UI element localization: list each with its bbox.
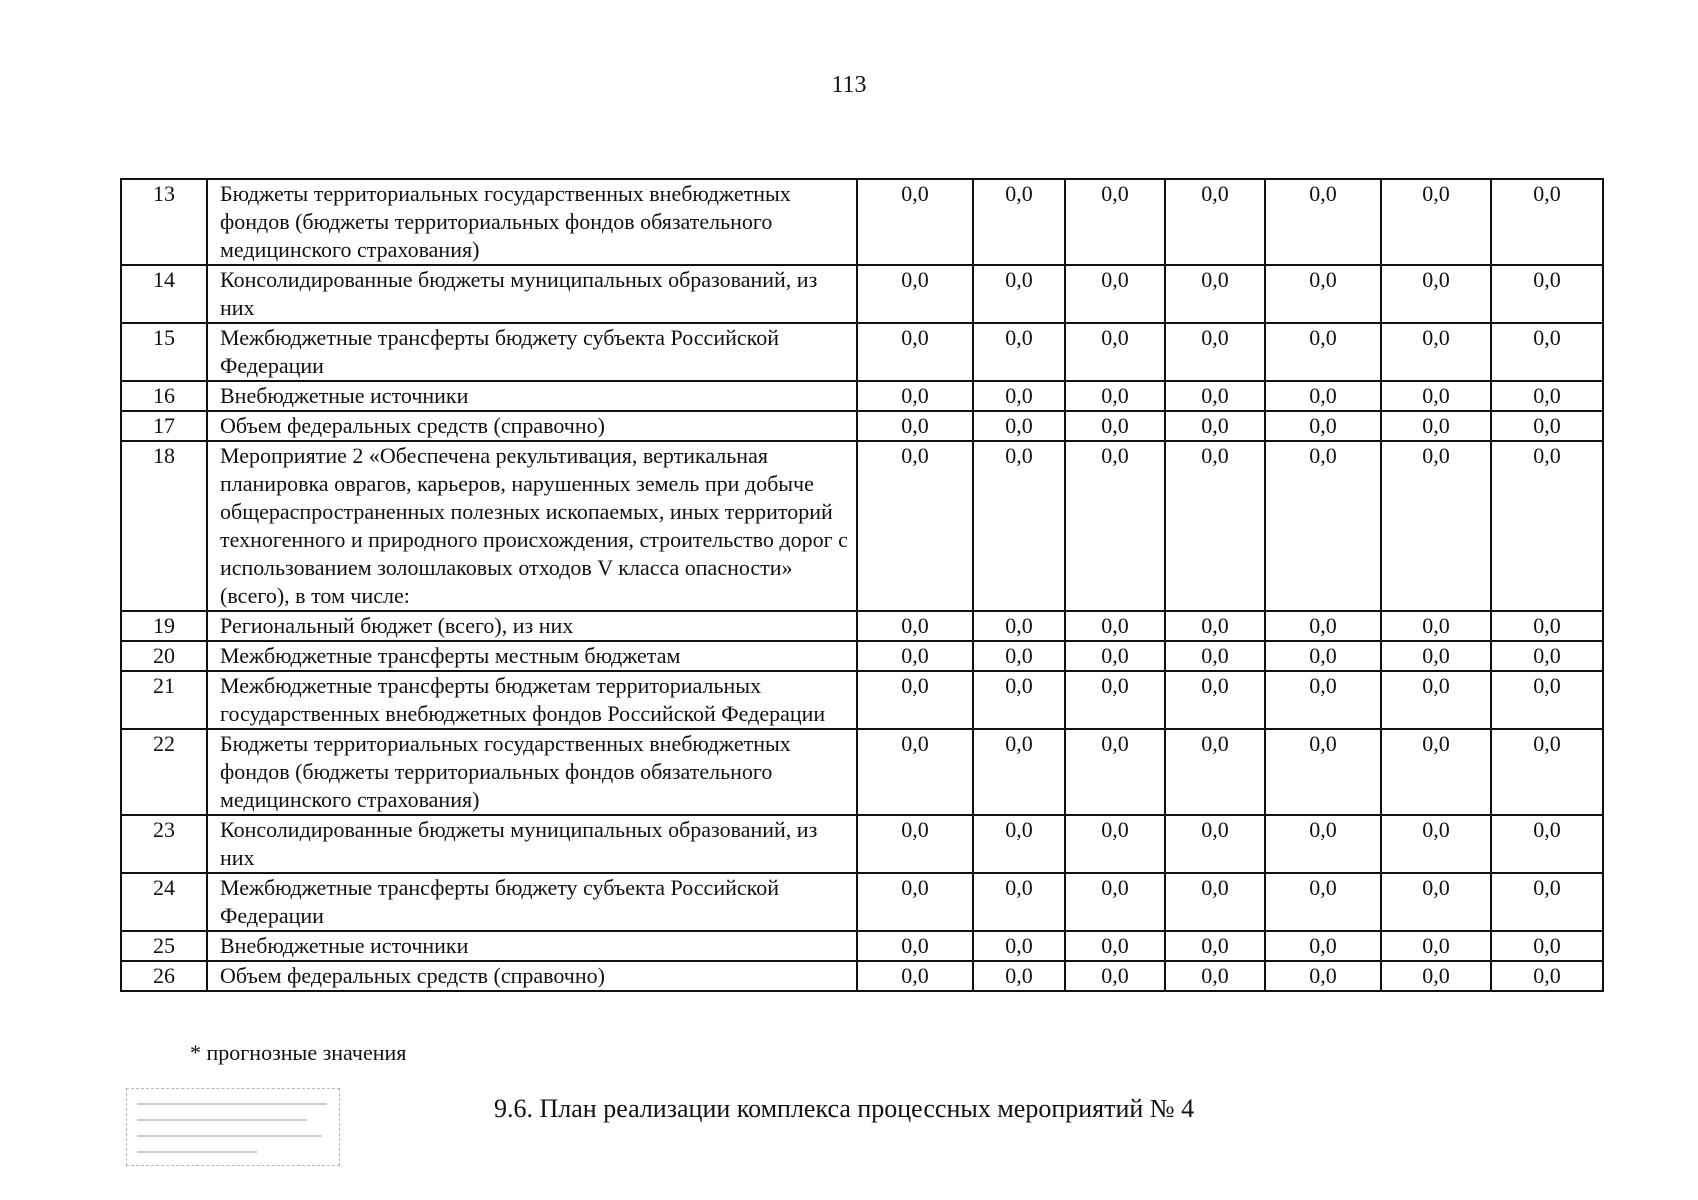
row-number: 16 xyxy=(121,381,207,411)
row-value: 0,0 xyxy=(1381,411,1491,441)
row-value: 0,0 xyxy=(1065,179,1165,265)
row-value: 0,0 xyxy=(857,323,973,381)
row-value: 0,0 xyxy=(1381,961,1491,991)
row-value: 0,0 xyxy=(1381,641,1491,671)
row-value: 0,0 xyxy=(1265,411,1381,441)
table-row xyxy=(121,931,1603,961)
row-value: 0,0 xyxy=(973,323,1065,381)
row-name: Региональный бюджет (всего), из них xyxy=(207,611,857,641)
row-value: 0,0 xyxy=(1491,873,1603,931)
table-row xyxy=(121,641,1603,671)
row-value: 0,0 xyxy=(973,931,1065,961)
row-value: 0,0 xyxy=(1265,671,1381,729)
row-name: Межбюджетные трансферты бюджету субъекта Российской Федерации xyxy=(207,873,857,931)
row-value: 0,0 xyxy=(1491,265,1603,323)
table-row xyxy=(121,179,1603,265)
row-value: 0,0 xyxy=(1065,411,1165,441)
row-name: Мероприятие 2 «Обеспечена рекультивация, вертикальная планировка оврагов, карьеров, нарушенных земель при добыче общераспространенных полезных ископаемых, иных территорий техногенного и природного происхождения, строительство дорог с использованием золошлаковых отходов V класса опасности» (всего), в том числе: xyxy=(207,441,857,611)
row-value: 0,0 xyxy=(1065,961,1165,991)
table-row xyxy=(121,323,1603,381)
row-value: 0,0 xyxy=(857,611,973,641)
row-value: 0,0 xyxy=(1265,961,1381,991)
row-name: Бюджеты территориальных государственных внебюджетных фондов (бюджеты территориальных фондов обязательного медицинского страхования) xyxy=(207,179,857,265)
row-value: 0,0 xyxy=(1491,815,1603,873)
row-value: 0,0 xyxy=(857,179,973,265)
row-number: 17 xyxy=(121,411,207,441)
row-name: Внебюджетные источники xyxy=(207,381,857,411)
row-number: 21 xyxy=(121,671,207,729)
row-value: 0,0 xyxy=(1381,179,1491,265)
row-value: 0,0 xyxy=(1381,323,1491,381)
row-value: 0,0 xyxy=(973,815,1065,873)
row-value: 0,0 xyxy=(1165,873,1265,931)
row-value: 0,0 xyxy=(973,441,1065,611)
row-value: 0,0 xyxy=(1065,323,1165,381)
row-value: 0,0 xyxy=(1065,671,1165,729)
row-value: 0,0 xyxy=(1265,873,1381,931)
row-name: Консолидированные бюджеты муниципальных образований, из них xyxy=(207,815,857,873)
row-value: 0,0 xyxy=(1491,179,1603,265)
row-value: 0,0 xyxy=(1265,323,1381,381)
row-value: 0,0 xyxy=(857,265,973,323)
row-value: 0,0 xyxy=(1381,381,1491,411)
row-name: Внебюджетные источники xyxy=(207,931,857,961)
row-value: 0,0 xyxy=(973,179,1065,265)
row-value: 0,0 xyxy=(857,961,973,991)
row-number: 26 xyxy=(121,961,207,991)
row-value: 0,0 xyxy=(973,381,1065,411)
row-value: 0,0 xyxy=(1265,179,1381,265)
row-value: 0,0 xyxy=(1065,729,1165,815)
row-value: 0,0 xyxy=(1065,265,1165,323)
row-value: 0,0 xyxy=(1491,411,1603,441)
row-value: 0,0 xyxy=(973,411,1065,441)
row-value: 0,0 xyxy=(1381,931,1491,961)
row-value: 0,0 xyxy=(1165,323,1265,381)
row-value: 0,0 xyxy=(1165,931,1265,961)
stamp-image xyxy=(126,1088,340,1166)
row-value: 0,0 xyxy=(857,671,973,729)
row-value: 0,0 xyxy=(1491,729,1603,815)
row-value: 0,0 xyxy=(1065,641,1165,671)
table-row xyxy=(121,729,1603,815)
row-value: 0,0 xyxy=(1381,729,1491,815)
row-value: 0,0 xyxy=(973,611,1065,641)
table-row xyxy=(121,611,1603,641)
footnote: * прогнозные значения xyxy=(190,1040,407,1065)
row-name: Объем федеральных средств (справочно) xyxy=(207,961,857,991)
table-body xyxy=(121,179,1603,991)
row-value: 0,0 xyxy=(1381,611,1491,641)
row-value: 0,0 xyxy=(1265,611,1381,641)
row-value: 0,0 xyxy=(1165,961,1265,991)
row-value: 0,0 xyxy=(1265,265,1381,323)
row-number: 25 xyxy=(121,931,207,961)
row-value: 0,0 xyxy=(973,265,1065,323)
row-value: 0,0 xyxy=(1491,931,1603,961)
row-value: 0,0 xyxy=(1381,671,1491,729)
row-value: 0,0 xyxy=(1265,815,1381,873)
page-number: 113 xyxy=(831,72,867,98)
row-value: 0,0 xyxy=(1265,641,1381,671)
row-value: 0,0 xyxy=(1381,873,1491,931)
row-number: 19 xyxy=(121,611,207,641)
table-row xyxy=(121,873,1603,931)
row-value: 0,0 xyxy=(1491,641,1603,671)
table-row xyxy=(121,815,1603,873)
row-value: 0,0 xyxy=(1381,815,1491,873)
row-value: 0,0 xyxy=(973,729,1065,815)
table-row xyxy=(121,671,1603,729)
row-value: 0,0 xyxy=(1491,671,1603,729)
row-value: 0,0 xyxy=(1265,931,1381,961)
row-number: 13 xyxy=(121,179,207,265)
row-value: 0,0 xyxy=(1381,265,1491,323)
row-number: 18 xyxy=(121,441,207,611)
row-number: 22 xyxy=(121,729,207,815)
row-name: Консолидированные бюджеты муниципальных образований, из них xyxy=(207,265,857,323)
row-value: 0,0 xyxy=(857,729,973,815)
row-value: 0,0 xyxy=(1165,815,1265,873)
table-row xyxy=(121,961,1603,991)
row-value: 0,0 xyxy=(1065,815,1165,873)
row-value: 0,0 xyxy=(1165,265,1265,323)
row-value: 0,0 xyxy=(1491,441,1603,611)
row-value: 0,0 xyxy=(1491,961,1603,991)
row-number: 14 xyxy=(121,265,207,323)
row-value: 0,0 xyxy=(1265,381,1381,411)
row-value: 0,0 xyxy=(857,931,973,961)
row-value: 0,0 xyxy=(857,381,973,411)
row-value: 0,0 xyxy=(1065,381,1165,411)
row-value: 0,0 xyxy=(1165,641,1265,671)
table-row xyxy=(121,441,1603,611)
row-value: 0,0 xyxy=(973,671,1065,729)
budget-table xyxy=(120,178,1604,992)
row-value: 0,0 xyxy=(857,641,973,671)
table-row xyxy=(121,265,1603,323)
row-value: 0,0 xyxy=(973,873,1065,931)
row-value: 0,0 xyxy=(1265,441,1381,611)
row-value: 0,0 xyxy=(1491,323,1603,381)
row-value: 0,0 xyxy=(1165,179,1265,265)
row-value: 0,0 xyxy=(857,815,973,873)
row-value: 0,0 xyxy=(1065,873,1165,931)
row-number: 20 xyxy=(121,641,207,671)
section-title: 9.6. План реализации комплекса процессных мероприятий № 4 xyxy=(494,1094,1195,1123)
row-name: Объем федеральных средств (справочно) xyxy=(207,411,857,441)
row-name: Межбюджетные трансферты местным бюджетам xyxy=(207,641,857,671)
row-value: 0,0 xyxy=(1165,411,1265,441)
row-value: 0,0 xyxy=(1265,729,1381,815)
row-value: 0,0 xyxy=(973,961,1065,991)
row-value: 0,0 xyxy=(1065,611,1165,641)
row-value: 0,0 xyxy=(1491,381,1603,411)
row-number: 23 xyxy=(121,815,207,873)
row-value: 0,0 xyxy=(1065,931,1165,961)
row-value: 0,0 xyxy=(1065,441,1165,611)
row-value: 0,0 xyxy=(1165,611,1265,641)
row-number: 15 xyxy=(121,323,207,381)
row-value: 0,0 xyxy=(857,873,973,931)
table-row xyxy=(121,411,1603,441)
row-number: 24 xyxy=(121,873,207,931)
table-row xyxy=(121,381,1603,411)
row-value: 0,0 xyxy=(857,411,973,441)
row-name: Межбюджетные трансферты бюджетам территориальных государственных внебюджетных фондов Российской Федерации xyxy=(207,671,857,729)
row-value: 0,0 xyxy=(1165,381,1265,411)
row-value: 0,0 xyxy=(1165,671,1265,729)
row-name: Бюджеты территориальных государственных внебюджетных фондов (бюджеты территориальных фондов обязательного медицинского страхования) xyxy=(207,729,857,815)
row-value: 0,0 xyxy=(1381,441,1491,611)
row-value: 0,0 xyxy=(973,641,1065,671)
row-value: 0,0 xyxy=(857,441,973,611)
row-value: 0,0 xyxy=(1165,441,1265,611)
row-value: 0,0 xyxy=(1491,611,1603,641)
row-name: Межбюджетные трансферты бюджету субъекта Российской Федерации xyxy=(207,323,857,381)
row-value: 0,0 xyxy=(1165,729,1265,815)
